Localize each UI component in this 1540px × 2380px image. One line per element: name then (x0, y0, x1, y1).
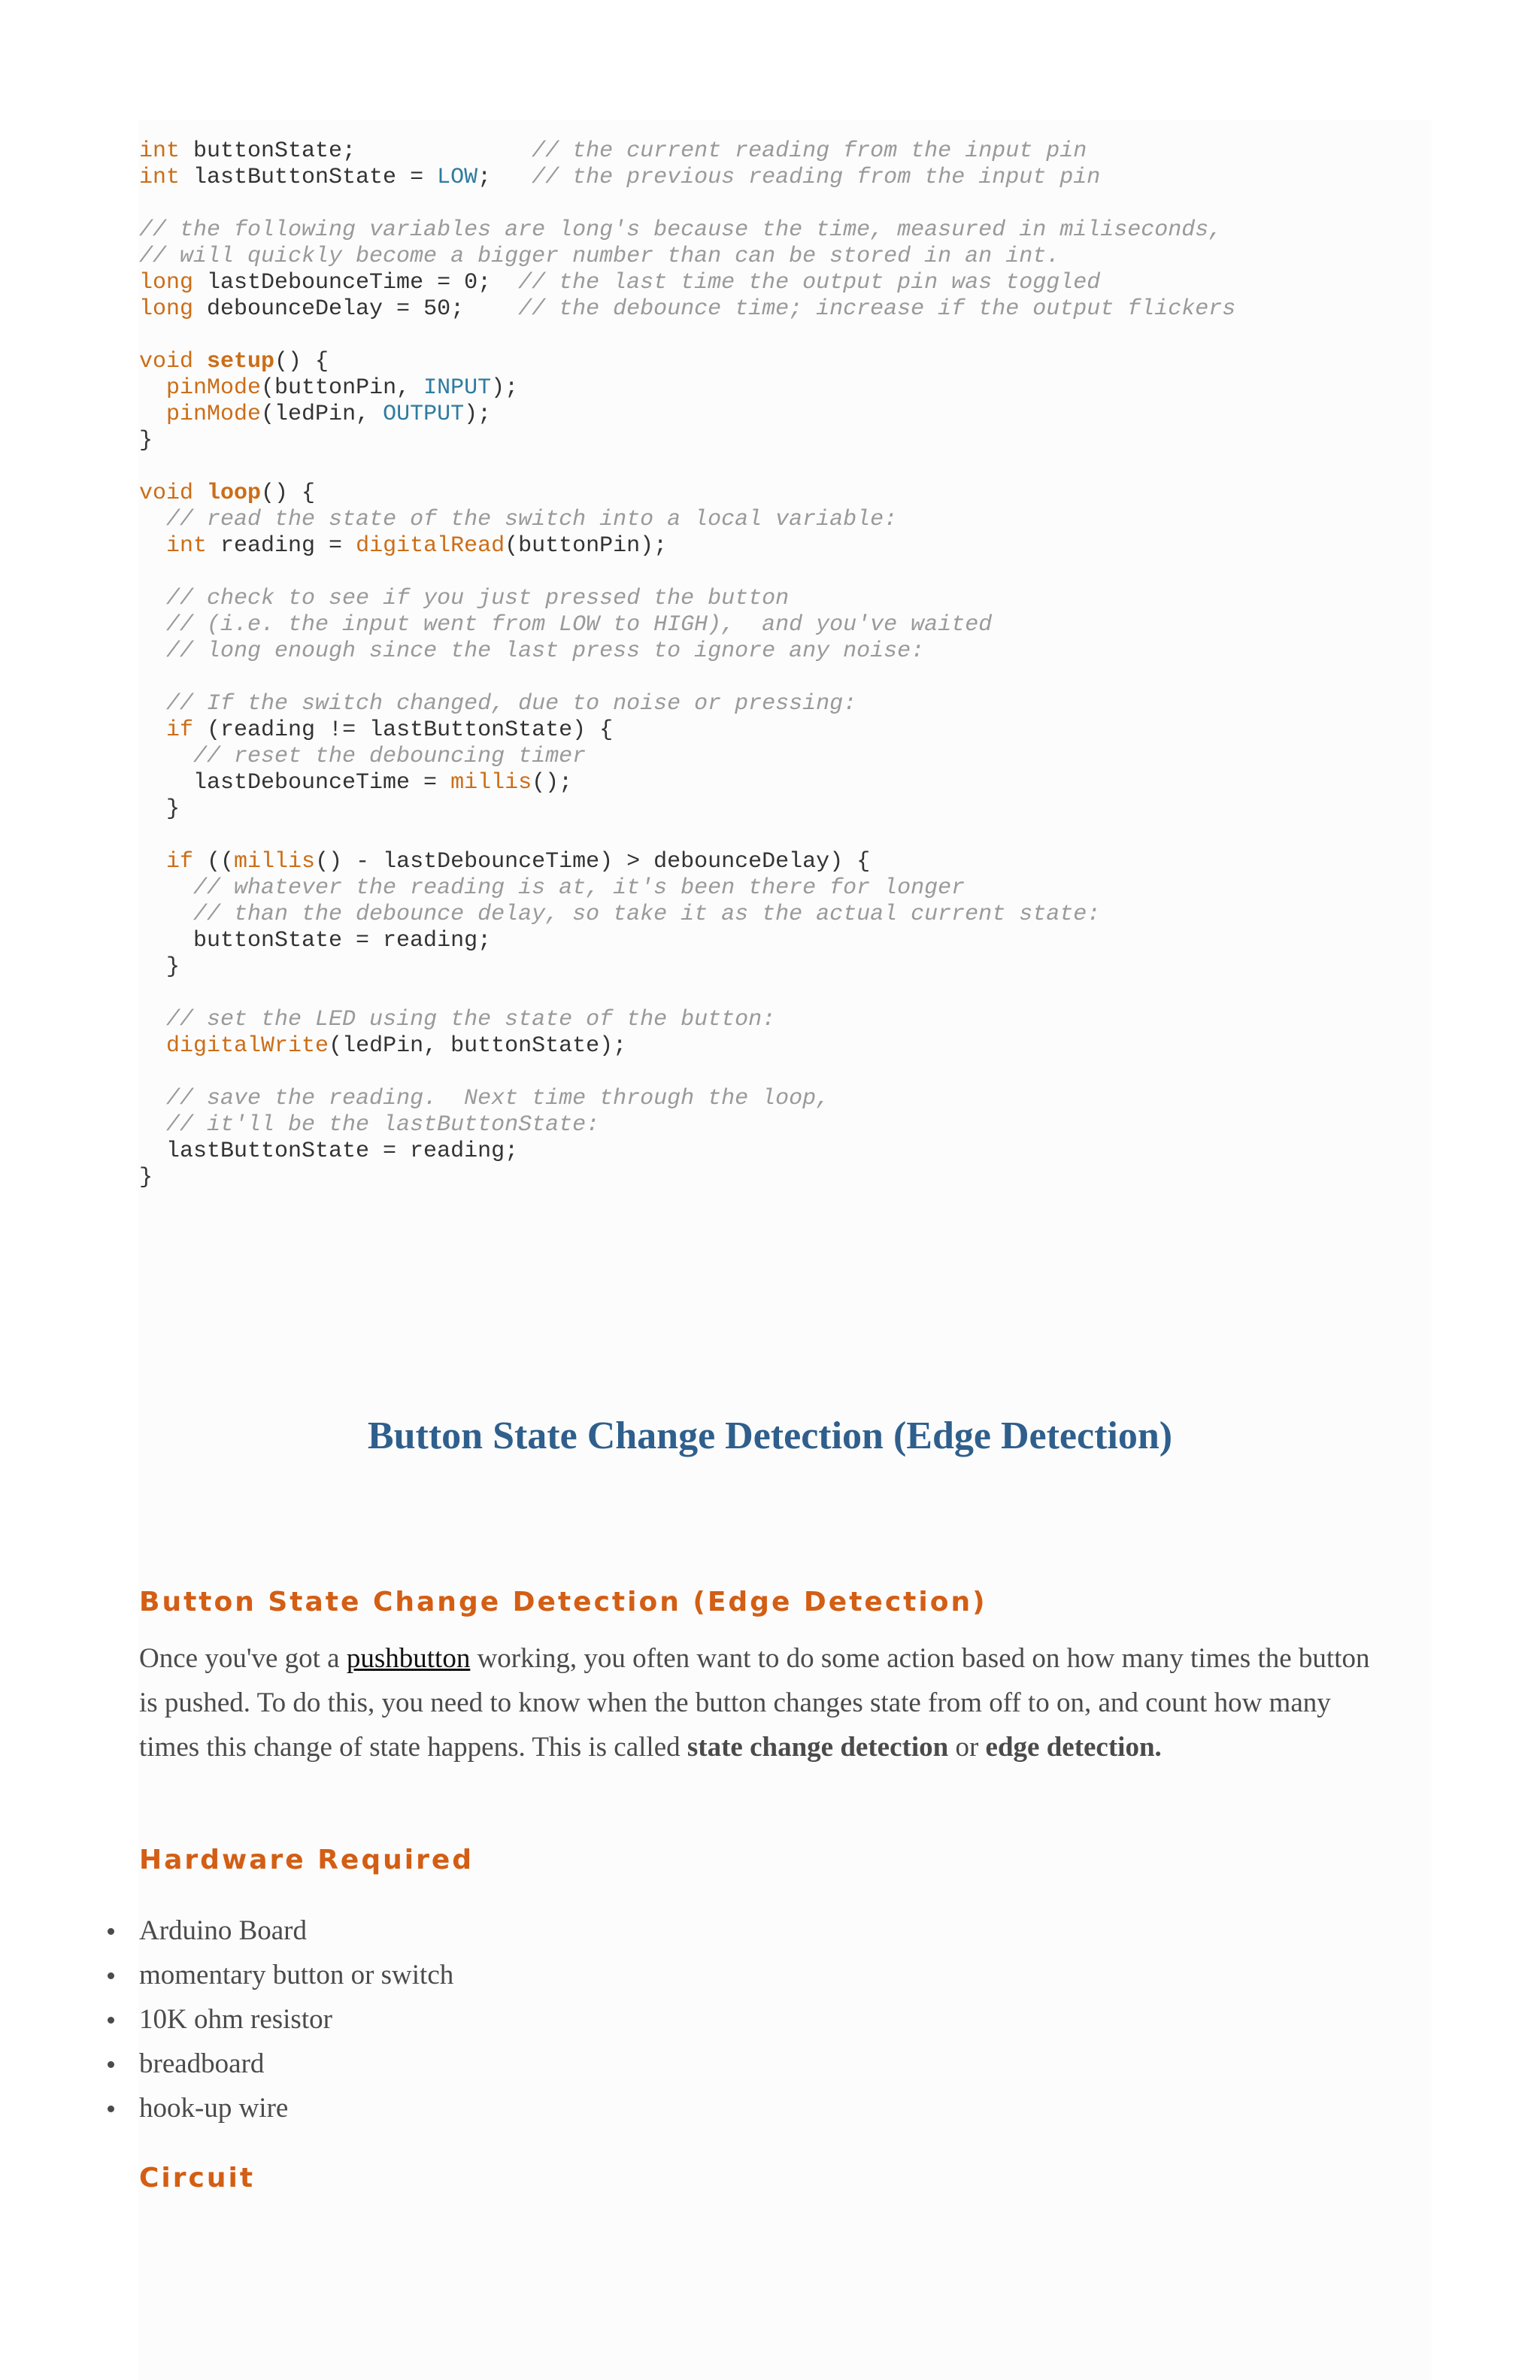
page-title: Button State Change Detection (Edge Detection) (367, 1414, 1173, 1457)
code-line (139, 691, 1235, 717)
code-comment: // whatever the reading is at, it's been there for longer (193, 875, 966, 901)
code-text (139, 375, 166, 401)
code-line (139, 191, 1235, 217)
intro-text-2: working, you often want to do some action based on how many times the button is pushed. To do this, you need to know when the button changes state from off to on, and count how many times this change of state happens. This is called (139, 1643, 1370, 1763)
code-text (139, 902, 193, 927)
code-text (139, 875, 193, 901)
code-text (139, 1033, 166, 1059)
code-constant: INPUT (423, 375, 492, 401)
code-text: } (139, 796, 180, 822)
list-item (139, 2086, 453, 2130)
code-text: (ledPin, buttonState); (329, 1033, 627, 1059)
code-comment: // the current reading from the input pin (532, 138, 1087, 164)
intro-text-3: or (948, 1732, 986, 1763)
code-text: debounceDelay = 50; (193, 296, 519, 322)
code-line (139, 244, 1235, 270)
code-text (139, 638, 166, 664)
bullet-icon (108, 2061, 114, 2068)
code-text (139, 1112, 166, 1138)
code-line (139, 296, 1235, 323)
code-comment: // read the state of the switch into a local variable: (166, 507, 898, 532)
code-comment: // check to see if you just pressed the button (166, 586, 790, 611)
code-line (139, 1138, 1235, 1165)
code-line (139, 375, 1235, 402)
bullet-icon (108, 1928, 114, 1935)
code-text: } (139, 1165, 153, 1190)
code-line (139, 823, 1235, 849)
code-text: () { (261, 481, 316, 506)
code-text: ); (464, 402, 492, 427)
code-line (139, 559, 1235, 586)
circuit-heading: Circuit (139, 2163, 256, 2194)
code-text: () { (274, 349, 329, 374)
pushbutton-link[interactable]: pushbutton (346, 1643, 471, 1674)
code-text: lastButtonState = (180, 165, 438, 190)
code-line (139, 717, 1235, 744)
code-function-def: setup (207, 349, 275, 374)
code-keyword: void (139, 349, 194, 374)
code-function: millis (450, 770, 532, 796)
code-comment: // the last time the output pin was toggled (518, 270, 1101, 296)
code-text: (buttonPin); (505, 533, 668, 559)
code-text: lastDebounceTime = (139, 770, 451, 796)
code-text (139, 612, 166, 638)
code-line (139, 875, 1235, 902)
code-text (139, 402, 166, 427)
code-line (139, 849, 1235, 875)
hardware-heading: Hardware Required (139, 1845, 474, 1875)
code-keyword: int (166, 533, 208, 559)
code-comment: // If the switch changed, due to noise or pressing: (166, 691, 857, 717)
code-text: lastButtonState = reading; (139, 1138, 519, 1164)
code-keyword: if (166, 849, 194, 875)
code-comment: // (i.e. the input went from LOW to HIGH), and you've waited (166, 612, 993, 638)
code-line (139, 507, 1235, 533)
list-item (139, 1909, 453, 1953)
code-line (139, 981, 1235, 1007)
code-keyword: int (139, 165, 180, 190)
code-line (139, 1165, 1235, 1191)
code-line (139, 165, 1235, 191)
code-line (139, 349, 1235, 375)
code-function: millis (234, 849, 316, 875)
code-line (139, 612, 1235, 638)
bullet-icon (108, 2106, 114, 2112)
code-line (139, 586, 1235, 612)
list-item-label: 10K ohm resistor (139, 2004, 332, 2035)
code-line (139, 428, 1235, 454)
code-line (139, 796, 1235, 823)
code-keyword: void (139, 481, 194, 506)
code-comment: // will quickly become a bigger number than can be stored in an int. (139, 244, 1060, 269)
section-heading: Button State Change Detection (Edge Detection) (139, 1587, 987, 1617)
code-function: digitalWrite (166, 1033, 329, 1059)
code-text (139, 1086, 166, 1111)
code-text: buttonState; (180, 138, 532, 164)
code-block (139, 138, 1235, 1191)
intro-paragraph (139, 1636, 1387, 1769)
code-function: pinMode (166, 375, 262, 401)
code-keyword: long (139, 296, 194, 322)
code-function-def: loop (207, 481, 262, 506)
code-text (139, 849, 166, 875)
code-text (139, 507, 166, 532)
code-text: ); (491, 375, 519, 401)
code-text: lastDebounceTime = 0; (193, 270, 519, 296)
hardware-list (139, 1909, 453, 2130)
code-text: (reading != lastButtonState) { (193, 717, 614, 743)
code-line (139, 1112, 1235, 1138)
code-text: buttonState = reading; (139, 928, 492, 954)
code-line (139, 744, 1235, 770)
code-line (139, 138, 1235, 165)
intro-bold-2: edge detection. (985, 1732, 1162, 1763)
code-comment: // the previous reading from the input pin (532, 165, 1101, 190)
code-text (139, 717, 166, 743)
code-text (139, 1007, 166, 1032)
code-text (193, 349, 207, 374)
code-line (139, 928, 1235, 954)
code-text: (( (193, 849, 235, 875)
code-comment: // it'll be the lastButtonState: (166, 1112, 600, 1138)
code-text (139, 691, 166, 717)
list-item (139, 2042, 453, 2086)
code-text: ; (477, 165, 532, 190)
code-comment: // the debounce time; increase if the output flickers (518, 296, 1236, 322)
intro-text-1: Once you've got a (139, 1643, 347, 1674)
code-function: digitalRead (356, 533, 505, 559)
code-keyword: int (139, 138, 180, 164)
code-line (139, 533, 1235, 559)
list-item-label: Arduino Board (139, 1915, 307, 1946)
code-line (139, 270, 1235, 296)
code-text: (); (532, 770, 573, 796)
intro-bold-1: state change detection (687, 1732, 949, 1763)
code-function: pinMode (166, 402, 262, 427)
code-text: () - lastDebounceTime) > debounceDelay) { (315, 849, 871, 875)
code-constant: OUTPUT (383, 402, 465, 427)
code-line (139, 770, 1235, 796)
bullet-icon (108, 2017, 114, 2024)
code-keyword: if (166, 717, 194, 743)
code-line (139, 323, 1235, 349)
code-line (139, 954, 1235, 981)
code-text: (ledPin, (261, 402, 383, 427)
code-comment: // set the LED using the state of the button: (166, 1007, 776, 1032)
code-line (139, 217, 1235, 244)
list-item (139, 1953, 453, 1997)
bullet-icon (108, 1972, 114, 1979)
code-line (139, 638, 1235, 665)
code-line (139, 402, 1235, 428)
code-comment: // than the debounce delay, so take it as the actual current state: (193, 902, 1101, 927)
code-constant: LOW (437, 165, 478, 190)
list-item (139, 1997, 453, 2042)
code-text (193, 481, 207, 506)
code-text: } (139, 428, 153, 453)
code-text (139, 586, 166, 611)
code-line (139, 454, 1235, 481)
code-text: (buttonPin, (261, 375, 424, 401)
code-line (139, 481, 1235, 507)
code-line (139, 1086, 1235, 1112)
list-item-label: momentary button or switch (139, 1960, 454, 1990)
code-comment: // long enough since the last press to ignore any noise: (166, 638, 925, 664)
code-comment: // the following variables are long's because the time, measured in miliseconds, (139, 217, 1223, 243)
code-line (139, 1033, 1235, 1060)
code-comment: // reset the debouncing timer (193, 744, 587, 769)
code-line (139, 1060, 1235, 1086)
code-text (139, 533, 166, 559)
code-text: reading = (207, 533, 356, 559)
list-item-label: hook-up wire (139, 2093, 289, 2124)
code-text (139, 744, 193, 769)
code-comment: // save the reading. Next time through the loop, (166, 1086, 830, 1111)
list-item-label: breadboard (139, 2048, 265, 2079)
code-line (139, 665, 1235, 691)
code-text: } (139, 954, 180, 980)
code-keyword: long (139, 270, 194, 296)
code-line (139, 1007, 1235, 1033)
code-line (139, 902, 1235, 928)
